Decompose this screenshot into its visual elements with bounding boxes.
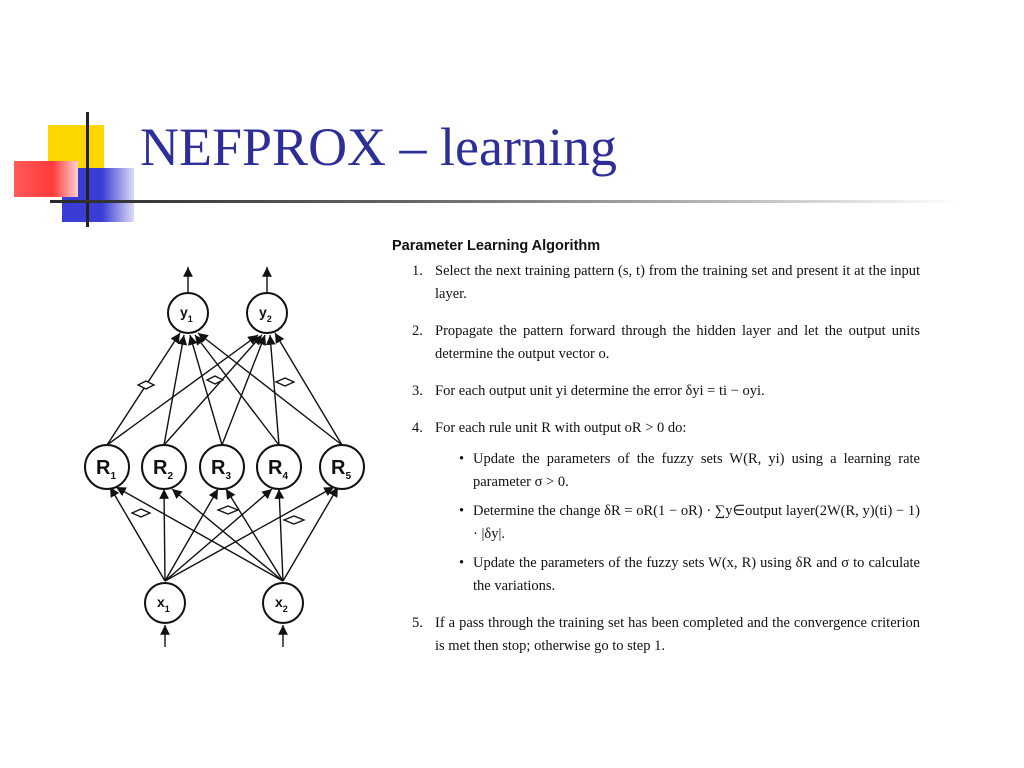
shared-weight-diamond (218, 506, 238, 514)
slide-title: NEFPROX – learning (140, 117, 617, 177)
rule-label-r2: $R_2$ (153, 457, 174, 482)
title-divider (50, 200, 960, 203)
bullet-mark: • (459, 503, 465, 519)
substep-text: Determine the change δR = oR(1 − oR) · ∑y∈output layer(2W(R, y)(ti) − 1) · |δy|. (473, 503, 920, 542)
algorithm-step (390, 260, 920, 306)
bullet-mark: • (459, 451, 465, 467)
step-text: For each output unit yi determine the error δyi = ti − oyi. (435, 383, 765, 399)
algorithm-step (390, 612, 920, 658)
rule-label-r1: $R_1$ (96, 457, 117, 482)
output-node-y2 (247, 293, 287, 333)
step-text: If a pass through the training set has been completed and the convergence criterion is met then stop; otherwise go to step 1. (435, 615, 920, 654)
step-text: Propagate the pattern forward through the hidden layer and let the output units determine the output vector o. (435, 323, 920, 362)
substep (435, 448, 920, 494)
input-node-x2 (263, 583, 303, 623)
algorithm-step (390, 380, 920, 403)
substep-text: Update the parameters of the fuzzy sets W(R, yi) using a learning rate parameter σ > 0. (473, 451, 920, 490)
algorithm-heading: Parameter Learning Algorithm (392, 238, 601, 254)
bullet-mark: • (459, 555, 465, 571)
rule-label-r5: $R_5$ (331, 457, 352, 482)
step-number: 3. (412, 383, 423, 399)
output-label-y1: $y_1$ (180, 304, 193, 324)
algorithm-step (390, 320, 920, 366)
substep-list (435, 448, 920, 598)
rule-label-r4: $R_4$ (268, 457, 289, 482)
substep (435, 552, 920, 598)
step-number: 1. (412, 263, 423, 279)
shared-weight-diamond (276, 378, 294, 386)
algorithm-panel (390, 235, 920, 672)
step-number: 5. (412, 615, 423, 631)
step-text: For each rule unit R with output oR > 0 do: (435, 420, 687, 436)
substep-text: Update the parameters of the fuzzy sets W(x, R) using δR and σ to calculate the variations. (473, 555, 920, 594)
input-label-x2: $x_2$ (275, 594, 288, 614)
rule-label-r3: $R_3$ (211, 457, 232, 482)
shared-weight-diamond (207, 376, 223, 384)
step-number: 4. (412, 420, 423, 436)
input-label-x1: $x_1$ (157, 594, 170, 614)
algorithm-steps (390, 260, 920, 658)
nefprox-network-diagram (80, 255, 380, 655)
step-text: Select the next training pattern (s, t) from the training set and present it at the input layer. (435, 263, 920, 302)
substep (435, 500, 920, 546)
shared-weight-diamond (284, 516, 304, 524)
output-label-y2: $y_2$ (259, 304, 272, 324)
step-number: 2. (412, 323, 423, 339)
output-node-y1 (168, 293, 208, 333)
shared-weight-diamond (132, 509, 150, 517)
shared-weight-diamond (138, 381, 154, 389)
decor-red-square (14, 161, 78, 197)
input-node-x1 (145, 583, 185, 623)
algorithm-step (390, 417, 920, 598)
decor-vertical-line (86, 112, 89, 227)
